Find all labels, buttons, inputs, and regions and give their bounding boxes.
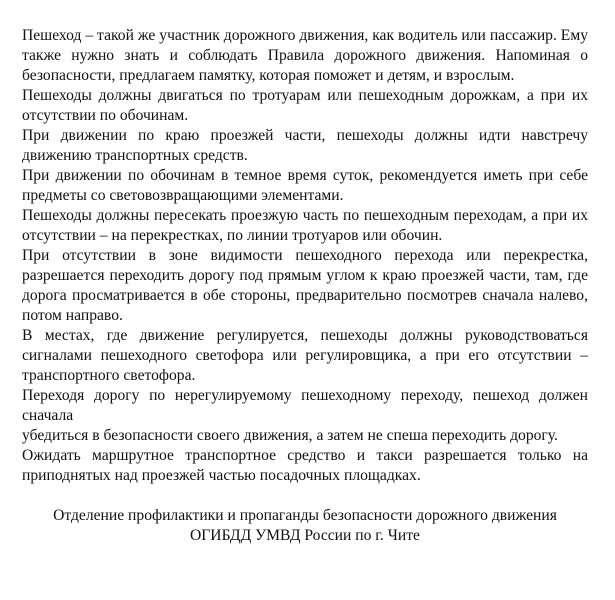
- paragraph-bus-stops: Ожидать маршрутное транспортное средство и такси разрешается только на приподнятых над проезжей частью посадочных площадках.: [22, 447, 588, 484]
- document-footer: [22, 506, 588, 546]
- footer-organization: ОГИБДД УМВД России по г. Чите: [190, 527, 420, 544]
- paragraph-make-sure-safe: убедиться в безопасности своего движения, а затем не спеша переходить дорогу.: [22, 427, 558, 444]
- paragraph-regulated: В местах, где движение регулируется, пешеходы должны руководствоваться сигналами пешеходного светофора или регулировщика, а при его отсутствии – транспортного светофора.: [22, 327, 588, 384]
- paragraph-intro: Пешеход – такой же участник дорожного движения, как водитель или пассажир. Ему также нужно знать и соблюдать Правила дорожного движения. Напоминая о безопасности, предлагаем памятку, которая поможет и детям, и взрослым.: [22, 27, 588, 84]
- document-body: [22, 26, 588, 546]
- footer-department: Отделение профилактики и пропаганды безопасности дорожного движения: [53, 507, 557, 524]
- paragraph-sidewalks: Пешеходы должны двигаться по тротуарам или пешеходным дорожкам, а при их отсутствии по обочинам.: [22, 87, 588, 124]
- paragraph-roadside-edge: При движении по краю проезжей части, пешеходы должны идти навстречу движению транспортных средств.: [22, 127, 588, 164]
- paragraph-crossings: Пешеходы должны пересекать проезжую часть по пешеходным переходам, а при их отсутствии – на перекрестках, по линии тротуаров или обочин.: [22, 207, 588, 244]
- paragraph-unregulated-crossing: Переходя дорогу по нерегулируемому пешеходному переходу, пешеход должен сначала: [22, 387, 588, 424]
- paragraph-no-crossing: При отсутствии в зоне видимости пешеходного перехода или перекрестка, разрешается переходить дорогу под прямым углом к краю проезжей части, там, где дорога просматривается в обе стороны, предварительно посмотрев сначала налево, потом направо.: [22, 247, 588, 324]
- paragraph-reflective-elements: При движении по обочинам в темное время суток, рекомендуется иметь при себе предметы со световозвращающими элементами.: [22, 167, 588, 204]
